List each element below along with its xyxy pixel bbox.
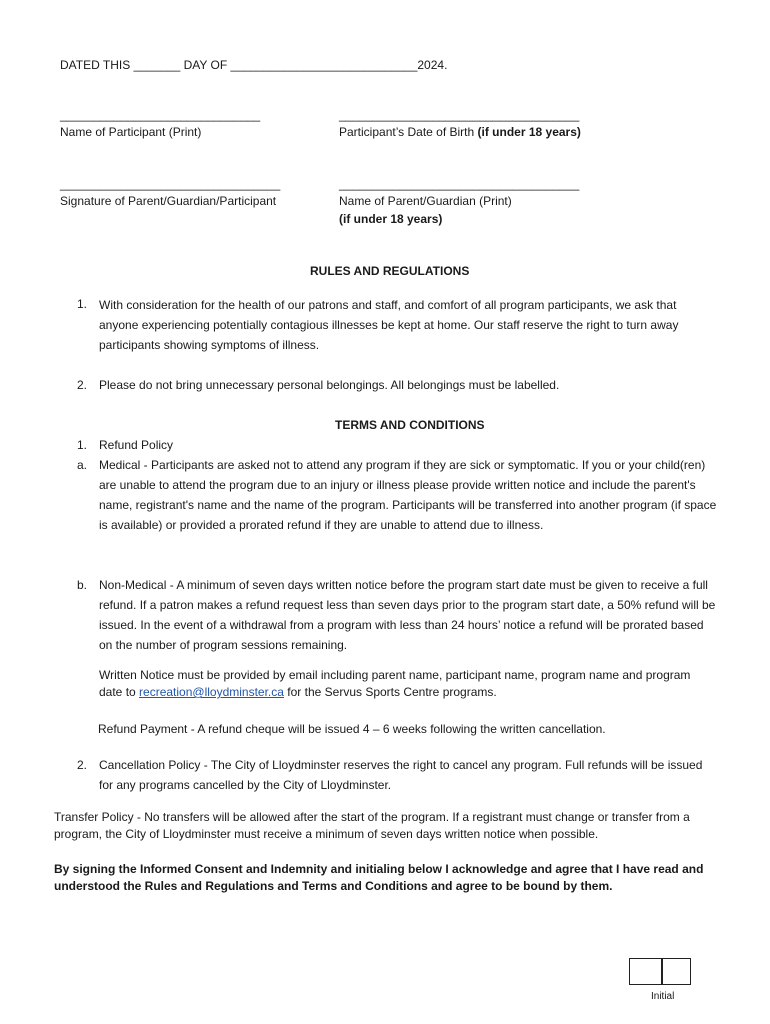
- participant-name-label: Name of Participant (Print): [60, 125, 202, 139]
- initial-label: Initial: [651, 991, 675, 1002]
- terms-heading: TERMS AND CONDITIONS: [335, 418, 485, 432]
- guardian-name-label: Name of Parent/Guardian (Print): [339, 194, 512, 208]
- signature-label: Signature of Parent/Guardian/Participant: [60, 194, 277, 208]
- participant-dob-label: [339, 125, 581, 139]
- written-notice-after: for the Servus Sports Centre programs.: [283, 685, 497, 699]
- nonmedical-text: Non-Medical - A minimum of seven days written notice before the program start date must be given to receive a full refund. If a patron makes a refund request less than seven days prior to the program start date, a 50% refund will be issued. In the event of a withdrawal from a program with less than 24 hours’ notice a refund will be prorated based on the number of program sessions remaining.: [99, 578, 716, 652]
- cancellation-number: 2.: [77, 758, 88, 772]
- dated-line: DATED THIS _______ DAY OF ____________________________2024.: [60, 58, 448, 72]
- refund-title: Refund Policy: [99, 438, 174, 452]
- rule-1-number: 1.: [77, 297, 88, 311]
- guardian-name-line: ____________________________________: [339, 177, 580, 191]
- medical-text: Medical - Participants are asked not to attend any program if they are sick or symptomatic. If you or your child(ren) are unable to attend the program due to an injury or illness please provide written notice and include the parent's name, registrant's name and the name of the program. Participants will be transferred into another program (if space is available) or provided a prorated refund if they are unable to attend due to illness.: [99, 458, 717, 532]
- rule-1-text: With consideration for the health of our patrons and staff, and comfort of all program participants, we ask that anyone experiencing potentially contagious illnesses be kept at home. Our staff reserve the right to turn away participants showing symptoms of illness.: [99, 298, 679, 352]
- rules-heading: RULES AND REGULATIONS: [310, 264, 470, 278]
- refund-payment-text: Refund Payment - A refund cheque will be issued 4 – 6 weeks following the written cancellation.: [98, 722, 606, 736]
- nonmedical-letter: b.: [77, 578, 88, 592]
- medical-letter: a.: [77, 458, 88, 472]
- rule-2-text: Please do not bring unnecessary personal belongings. All belongings must be labelled.: [99, 378, 560, 392]
- written-notice-text: [99, 667, 709, 701]
- initial-box-divider: [661, 959, 663, 984]
- guardian-qualifier: (if under 18 years): [339, 212, 443, 226]
- participant-dob-line: ____________________________________: [339, 108, 580, 122]
- dob-label-text: Participant’s Date of Birth: [339, 125, 478, 139]
- participant-name-line: ______________________________: [60, 108, 261, 122]
- dob-qualifier: (if under 18 years): [477, 125, 581, 139]
- signature-line: _________________________________: [60, 177, 281, 191]
- transfer-policy-text: Transfer Policy - No transfers will be allowed after the start of the program. If a registrant must change or transfer from a program, the City of Lloydminster must receive a minimum of seven days written notice when possible.: [54, 810, 690, 841]
- acknowledgement-text: By signing the Informed Consent and Indemnity and initialing below I acknowledge and agree that I have read and understood the Rules and Regulations and Terms and Conditions and agree to be bound by them.: [54, 862, 704, 893]
- cancellation-text: Cancellation Policy - The City of Lloydminster reserves the right to cancel any program. Full refunds will be issued for any programs cancelled by the City of Lloydminster.: [99, 758, 703, 792]
- email-link[interactable]: recreation@lloydminster.ca: [139, 685, 284, 699]
- rule-2-number: 2.: [77, 378, 88, 392]
- initial-box[interactable]: [629, 958, 691, 985]
- written-notice-before: Written Notice must be provided by email including parent name, participant name, program name and program date to: [99, 668, 691, 699]
- refund-number: 1.: [77, 438, 88, 452]
